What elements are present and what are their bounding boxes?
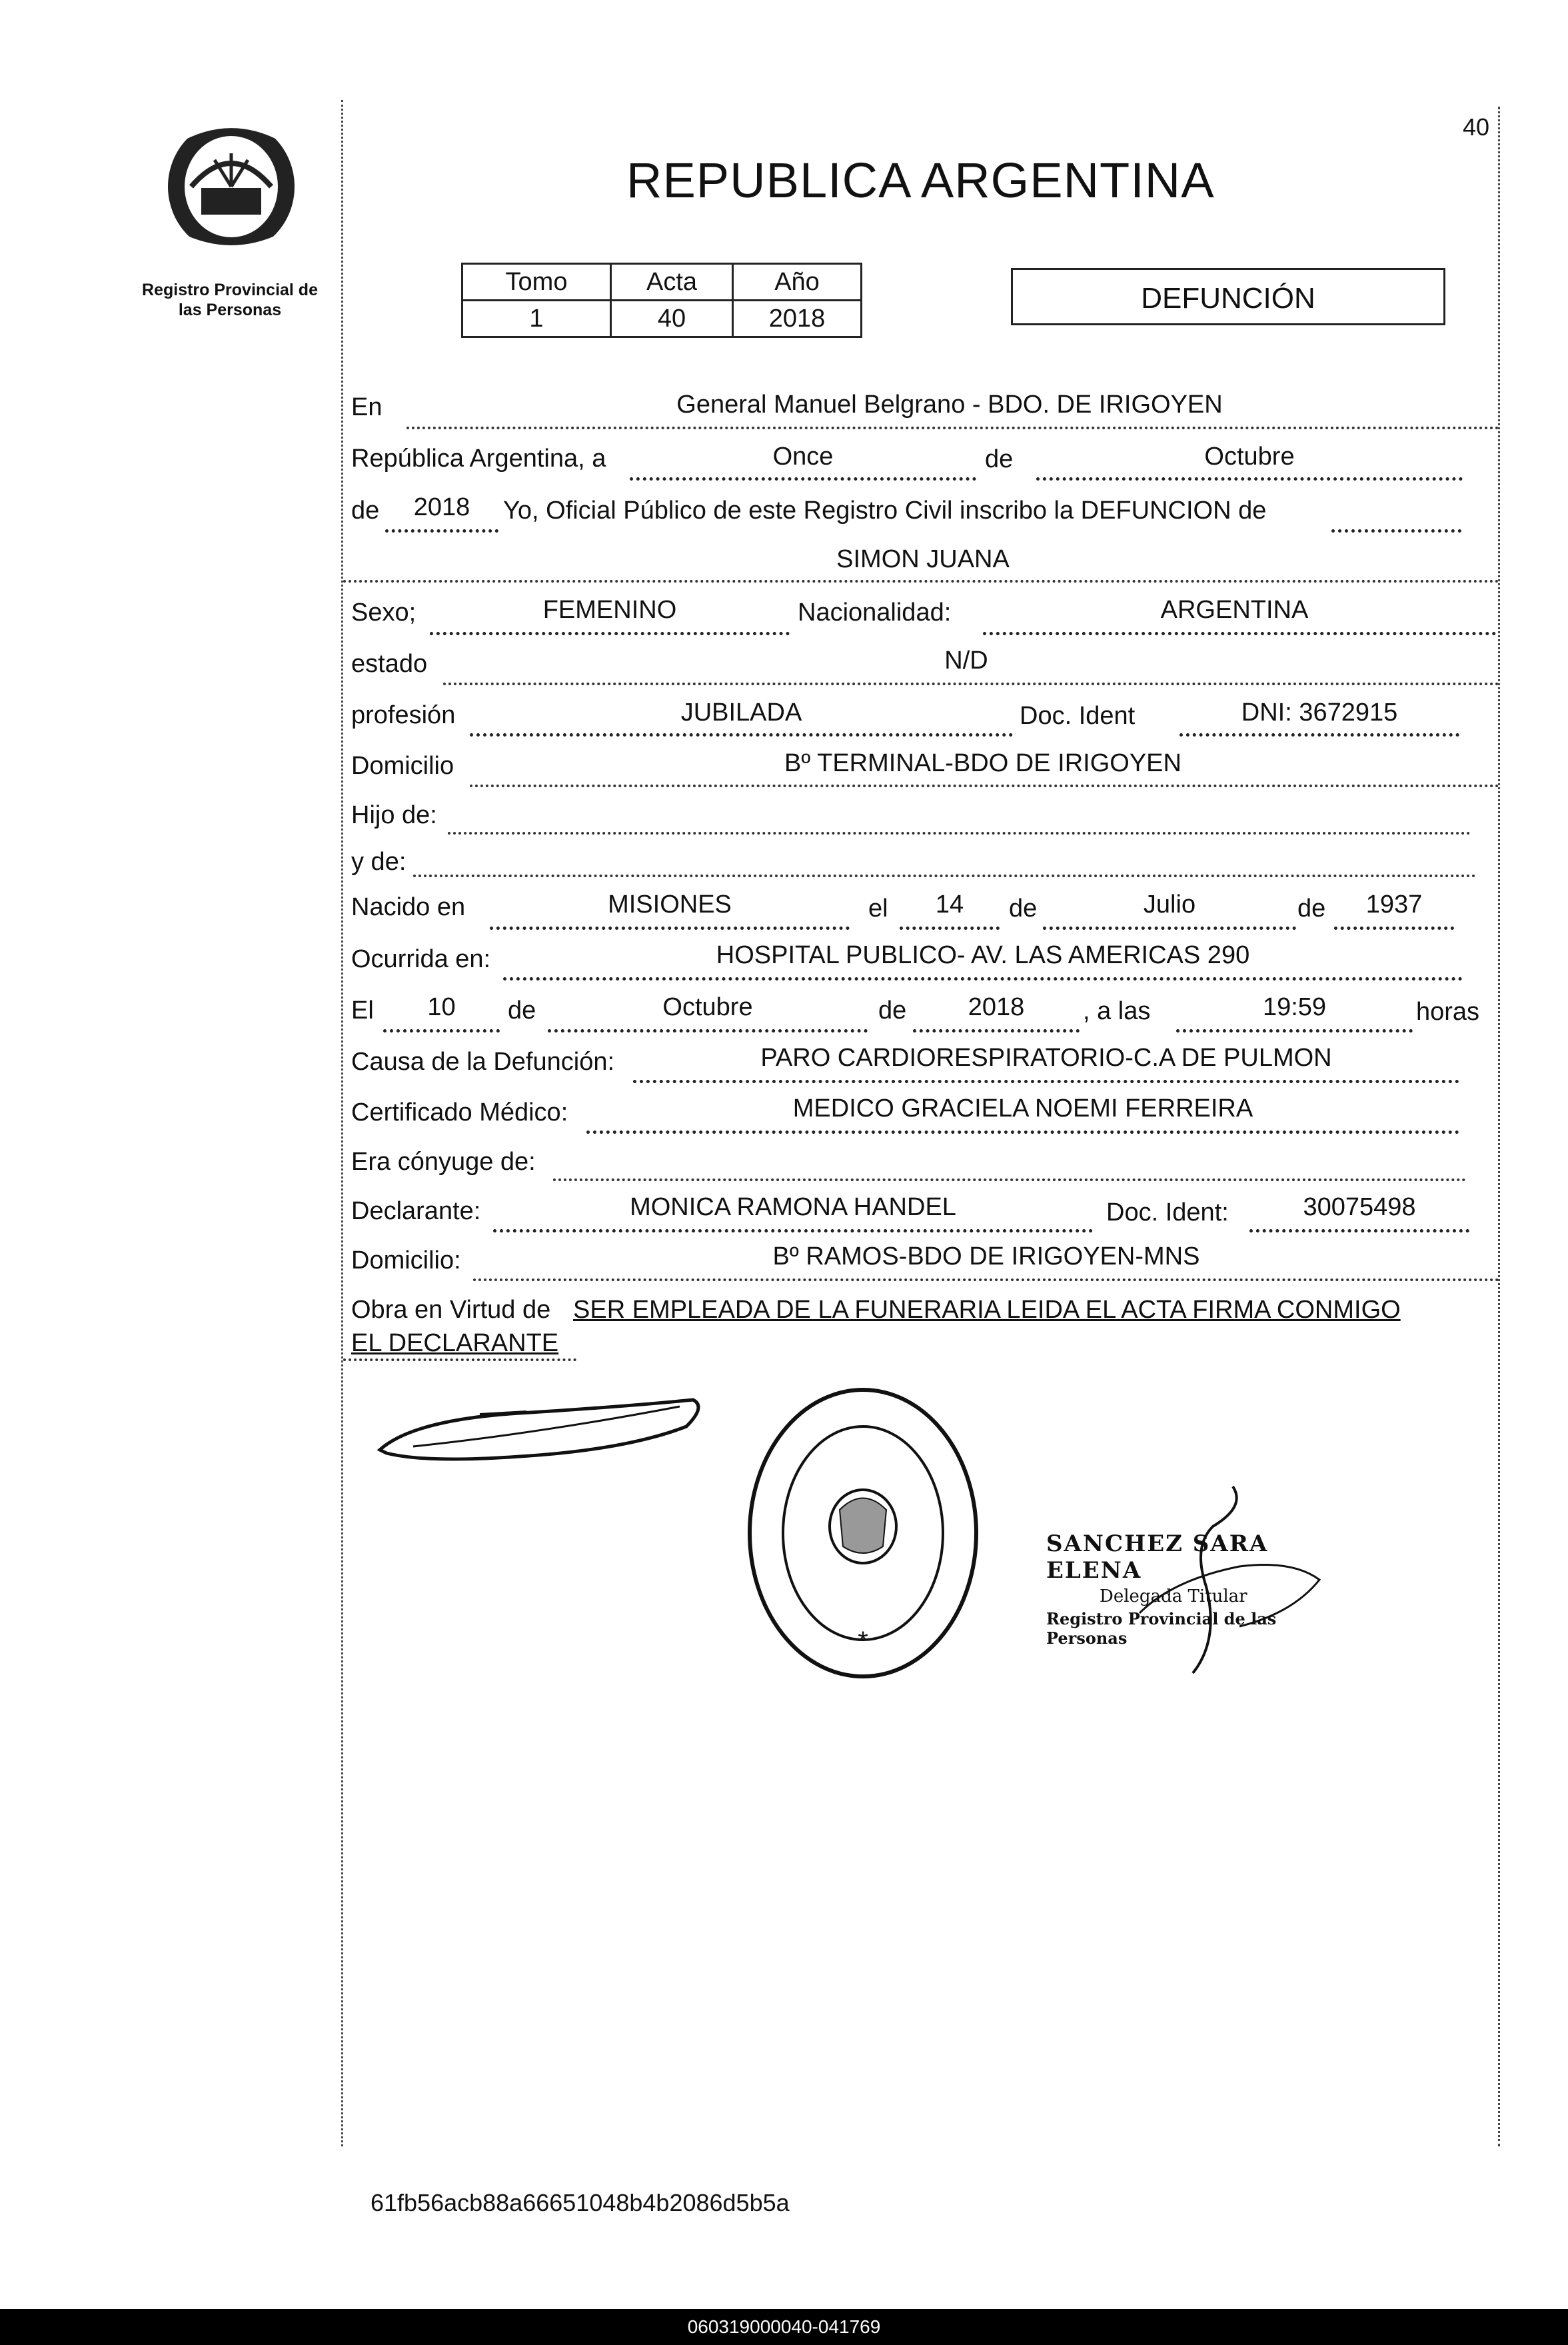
- footer-barcode-bar: 060319000040-041769: [0, 2309, 1568, 2345]
- province-seal-logo: [155, 113, 308, 260]
- page-number: 40: [1463, 113, 1490, 141]
- official-stamp: [1046, 1530, 1339, 1648]
- obra-line: [343, 1358, 576, 1361]
- obra-value-line1: SER EMPLEADA DE LA FUNERARIA LEIDA EL ACTA FIRMA CONMIGO: [573, 1296, 1401, 1324]
- certificado-value: MEDICO GRACIELA NOEMI FERREIRA: [792, 1095, 1253, 1123]
- profesion-value: JUBILADA: [680, 699, 802, 727]
- nacionalidad-line: [983, 632, 1496, 635]
- doc-value: DNI: 3672915: [1241, 699, 1398, 727]
- el-label: el: [868, 895, 888, 923]
- nacido-label: Nacido en: [351, 893, 466, 921]
- domicilio-label: Domicilio: [351, 752, 454, 780]
- nac-de2-label: de: [1297, 895, 1326, 923]
- profesion-label: profesión: [351, 701, 456, 729]
- day-line: [630, 477, 976, 481]
- doc-line: [1179, 733, 1459, 737]
- day-value: Once: [772, 443, 834, 471]
- nac-year-line: [1334, 927, 1454, 930]
- death-time: 19:59: [1262, 993, 1327, 1021]
- estado-value: N/D: [944, 647, 988, 675]
- name-value: SIMON JUANA: [836, 545, 1010, 573]
- hijo-label: Hijo de:: [351, 801, 437, 829]
- death-de2-label: de: [878, 997, 907, 1025]
- yde-label: y de:: [351, 848, 406, 876]
- right-margin-line: [1498, 107, 1500, 2146]
- declarante-line: [493, 1229, 1093, 1232]
- death-de1-label: de: [508, 997, 536, 1025]
- name-line: [343, 580, 1499, 583]
- doc2-line: [1249, 1229, 1469, 1232]
- value-tomo: 1: [462, 301, 611, 337]
- ocurrida-label: Ocurrida en:: [351, 945, 491, 973]
- obra-value-line2: EL DECLARANTE: [351, 1329, 559, 1357]
- domicilio2-value: Bº RAMOS-BDO DE IRIGOYEN-MNS: [772, 1242, 1200, 1270]
- death-year: 2018: [968, 993, 1025, 1021]
- declarante-value: MONICA RAMONA HANDEL: [630, 1193, 956, 1221]
- declarante-label: Declarante:: [351, 1197, 481, 1225]
- en-label: En: [351, 393, 383, 421]
- death-month-line: [548, 1029, 868, 1033]
- year-line: [385, 529, 498, 533]
- yde-line: [413, 875, 1476, 877]
- header-anio: Año: [733, 264, 862, 301]
- month-line: [1036, 477, 1463, 481]
- nacionalidad-value: ARGENTINA: [1160, 596, 1309, 624]
- death-time-line: [1176, 1029, 1413, 1033]
- horas-label: horas: [1416, 998, 1480, 1026]
- conyuge-line: [553, 1178, 1466, 1181]
- official-name: SANCHEZ SARA ELENA: [1046, 1530, 1269, 1584]
- causa-line: [633, 1080, 1459, 1083]
- document-hash: 61fb56acb88a66651048b4b2086d5b5a: [371, 2189, 790, 2216]
- death-month: Octubre: [662, 993, 753, 1021]
- header-acta: Acta: [611, 264, 733, 301]
- sexo-label: Sexo;: [351, 599, 416, 627]
- nacido-value: MISIONES: [608, 891, 732, 919]
- month-value: Octubre: [1204, 443, 1295, 471]
- nac-month-line: [1043, 927, 1296, 930]
- year-value: 2018: [413, 493, 470, 521]
- ocurrida-value: HOSPITAL PUBLICO- AV. LAS AMERICAS 290: [716, 941, 1250, 969]
- death-year-line: [913, 1029, 1080, 1033]
- nac-day: 14: [935, 891, 964, 919]
- hijo-line: [448, 832, 1471, 835]
- estado-line: [443, 683, 1499, 685]
- certificado-label: Certificado Médico:: [351, 1099, 568, 1127]
- value-acta: 40: [611, 301, 733, 337]
- page-title: REPUBLICA ARGENTINA: [626, 153, 1215, 208]
- registry-caption: Registro Provincial de las Personas: [142, 281, 318, 319]
- doc-label: Doc. Ident: [1020, 702, 1136, 730]
- header-tomo: Tomo: [462, 264, 611, 301]
- profesion-line: [470, 733, 1013, 737]
- sexo-value: FEMENINO: [542, 596, 677, 624]
- act-type-box: DEFUNCIÓN: [1011, 268, 1445, 325]
- record-index-table: [461, 263, 862, 338]
- obra-label: Obra en Virtud de: [351, 1296, 551, 1324]
- nac-month: Julio: [1143, 891, 1196, 919]
- estado-label: estado: [351, 650, 428, 678]
- certificado-line: [586, 1131, 1459, 1134]
- svg-text:*: *: [858, 1626, 868, 1656]
- declarant-signature: [373, 1393, 720, 1486]
- left-margin-line: [341, 100, 343, 2146]
- official-role: Delegada Titular: [1100, 1586, 1247, 1606]
- registry-round-stamp: [740, 1380, 986, 1686]
- yo-line: [1331, 529, 1461, 533]
- value-anio: 2018: [733, 301, 862, 337]
- de-label: de: [985, 445, 1014, 473]
- sexo-line: [430, 632, 790, 635]
- yo-text: Yo, Oficial Público de este Registro Civil inscribo la DEFUNCION de: [503, 497, 1267, 525]
- nacido-line: [490, 927, 850, 930]
- nac-de1-label: de: [1009, 895, 1038, 923]
- doc2-label: Doc. Ident:: [1106, 1198, 1229, 1226]
- republica-label: República Argentina, a: [351, 445, 606, 473]
- ocurrida-line: [503, 977, 1463, 981]
- official-org: Registro Provincial de las Personas: [1046, 1609, 1277, 1648]
- el2-label: El: [351, 997, 374, 1025]
- alas-label: , a las: [1083, 997, 1151, 1025]
- doc2-value: 30075498: [1303, 1193, 1416, 1221]
- death-day-line: [383, 1029, 500, 1033]
- nacionalidad-label: Nacionalidad:: [798, 599, 952, 627]
- domicilio-line: [470, 785, 1499, 787]
- conyuge-label: Era cónyuge de:: [351, 1148, 536, 1176]
- de2-label: de: [351, 497, 380, 525]
- domicilio-value: Bº TERMINAL-BDO DE IRIGOYEN: [784, 749, 1181, 777]
- en-line: [406, 427, 1499, 429]
- nac-day-line: [900, 927, 1000, 930]
- domicilio2-line: [473, 1278, 1499, 1281]
- causa-label: Causa de la Defunción:: [351, 1048, 615, 1076]
- nac-year: 1937: [1365, 891, 1423, 919]
- en-value: General Manuel Belgrano - BDO. DE IRIGOYEN: [676, 391, 1223, 419]
- death-day: 10: [427, 993, 456, 1021]
- domicilio2-label: Domicilio:: [351, 1246, 461, 1274]
- causa-value: PARO CARDIORESPIRATORIO-C.A DE PULMON: [760, 1044, 1332, 1072]
